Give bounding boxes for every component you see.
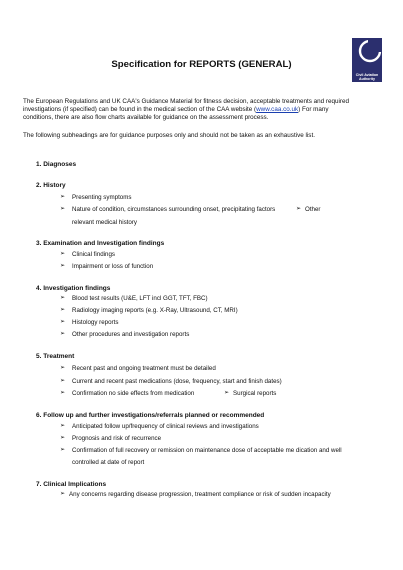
page-title: Specification for REPORTS (GENERAL): [111, 59, 292, 70]
arrow-bullet-icon: ➢: [60, 319, 66, 325]
arrow-bullet-icon: ➢: [60, 390, 66, 396]
history-item-3: relevant medical history: [72, 219, 137, 226]
intro-line-2-end: ) For many: [298, 106, 329, 114]
section-clinical-implications: 7. Clinical Implications: [36, 481, 107, 488]
arrow-bullet-icon: ➢: [60, 447, 66, 453]
treatment-item-3b: Surgical reports: [233, 390, 277, 397]
history-item-1: Presenting symptoms: [72, 194, 132, 201]
exam-item-1: Clinical findings: [72, 251, 115, 258]
history-item-2b: Other: [305, 206, 321, 213]
invest-item-4: Other procedures and investigation reports: [72, 331, 190, 338]
section-follow-up: 6. Follow up and further investigations/referrals planned or recommended: [36, 412, 265, 419]
section-examination: 3. Examination and Investigation findings: [36, 240, 165, 247]
logo-line2: Authority: [359, 77, 375, 81]
arrow-bullet-icon: ➢: [296, 206, 302, 212]
invest-item-3: Histology reports: [72, 319, 119, 326]
arrow-bullet-icon: ➢: [60, 423, 66, 429]
arrow-bullet-icon: ➢: [60, 194, 66, 200]
section-investigation: 4. Investigation findings: [36, 285, 111, 292]
treatment-item-3: Confirmation no side effects from medication: [72, 390, 195, 397]
arrow-bullet-icon: ➢: [60, 378, 66, 384]
arrow-bullet-icon: ➢: [60, 295, 66, 301]
arrow-bullet-icon: ➢: [60, 251, 66, 257]
section-diagnoses: 1. Diagnoses: [36, 161, 77, 168]
followup-item-2: Prognosis and risk of recurrence: [72, 435, 162, 442]
intro-line-2: [23, 106, 375, 114]
caa-website-link[interactable]: www.caa.co.uk: [256, 106, 299, 114]
clinical-item-1: Any concerns regarding disease progression, treatment compliance or risk of sudden incapacity: [69, 491, 331, 498]
intro-note: The following subheadings are for guidance purposes only and should not be taken as an exhaustive list.: [23, 132, 315, 139]
intro-line-2-text: investigations (if specified) can be found in the medical section of the CAA website (: [23, 106, 257, 114]
arrow-bullet-icon: ➢: [60, 365, 66, 371]
logo-text: [352, 73, 382, 81]
intro-paragraph: [23, 98, 375, 123]
intro-line-3: conditions, there are also flow charts available for guidance on the assessment process.: [23, 114, 269, 122]
followup-item-1: Anticipated follow up/frequency of clinical reviews and investigations: [72, 423, 259, 430]
followup-item-4: controlled at date of report: [72, 459, 145, 466]
treatment-item-2: Current and recent past medications (dose, frequency, start and finish dates): [72, 378, 282, 385]
followup-item-3: Confirmation of full recovery or remission on maintenance dose of acceptable me dication and well: [72, 447, 342, 454]
logo-line1: Civil Aviation: [355, 73, 379, 77]
arrow-bullet-icon: ➢: [60, 331, 66, 337]
section-treatment: 5. Treatment: [36, 353, 75, 360]
arrow-bullet-icon: ➢: [60, 263, 66, 269]
exam-item-2: Impairment or loss of function: [72, 263, 154, 270]
section-history: 2. History: [36, 182, 66, 189]
arrow-bullet-icon: ➢: [224, 390, 230, 396]
history-item-2: Nature of condition, circumstances surrounding onset, precipitating factors: [72, 206, 276, 213]
arrow-bullet-icon: ➢: [60, 206, 66, 212]
invest-item-2: Radiology imaging reports (e.g. X-Ray, Ultrasound, CT, MRI): [72, 307, 238, 314]
invest-item-1: Blood test results (U&E, LFT incl GGT, TFT, FBC): [72, 295, 208, 302]
arrow-bullet-icon: ➢: [60, 491, 66, 497]
arrow-bullet-icon: ➢: [60, 307, 66, 313]
arrow-bullet-icon: ➢: [60, 435, 66, 441]
intro-line-1: The European Regulations and UK CAA's Guidance Material for fitness decision, acceptable treatments and required: [23, 98, 350, 105]
treatment-item-1: Recent past and ongoing treatment must be detailed: [72, 365, 216, 372]
